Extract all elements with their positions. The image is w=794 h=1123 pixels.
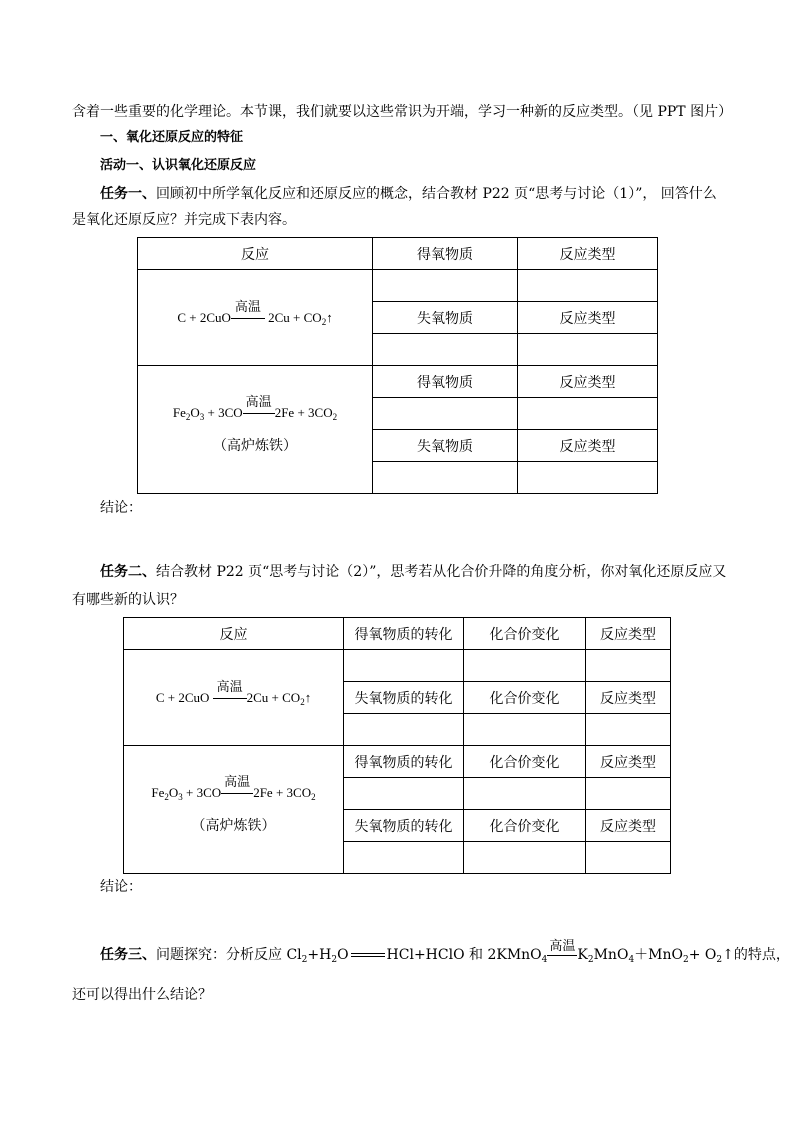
t2-gain-label: 得氧物质的转化 — [344, 746, 464, 778]
t2-valence-label: 化合价变化 — [464, 810, 586, 842]
task1-text-line2: 是氧化还原反应？并完成下表内容。 — [72, 212, 296, 228]
t2-type-label: 反应类型 — [586, 746, 671, 778]
t2-lose-label: 失氧物质的转化 — [344, 810, 464, 842]
intro-line: 含着一些重要的化学理论。本节课，我们就要以这些常识为开端，学习一种新的反应类型。（见 PPT 图片） — [72, 104, 733, 120]
t1-reaction1 — [138, 270, 373, 366]
t2-type-label: 反应类型 — [586, 682, 671, 714]
t2-header-reaction: 反应 — [124, 618, 344, 650]
t2-blank-cell[interactable] — [464, 650, 586, 682]
t2-lose-label: 失氧物质的转化 — [344, 682, 464, 714]
t2-blank-cell[interactable] — [464, 714, 586, 746]
t2-blank-cell[interactable] — [344, 714, 464, 746]
t1-header-gain: 得氧物质 — [373, 238, 518, 270]
t2-valence-label: 化合价变化 — [464, 746, 586, 778]
t2-type-label: 反应类型 — [586, 810, 671, 842]
task2-paragraph — [100, 562, 760, 582]
task2-conclusion: 结论： — [100, 879, 142, 895]
t2-blank-cell[interactable] — [586, 714, 671, 746]
t1-type-label: 反应类型 — [518, 302, 658, 334]
task1-paragraph — [100, 184, 760, 204]
task3-paragraph: 任务三、问题探究：分析反应 $Cl_2+H_2O$ HCl+HClO 和 2KMnO$_4$ 高温 $K_2MnO_4+MnO_2+$ $O_2↑$的特点， — [100, 939, 790, 965]
t2-blank-cell[interactable] — [586, 842, 671, 874]
t2-blank-cell[interactable] — [586, 650, 671, 682]
t1-blank-cell[interactable] — [518, 398, 658, 430]
task1-label: 任务一、 — [100, 186, 156, 202]
t2-header-valence: 化合价变化 — [464, 618, 586, 650]
t1-blank-cell[interactable] — [518, 334, 658, 366]
t2-header-type: 反应类型 — [586, 618, 671, 650]
t2-header-gain: 得氧物质的转化 — [344, 618, 464, 650]
t1-reaction2 — [138, 366, 373, 494]
t2-blank-cell[interactable] — [464, 778, 586, 810]
task2-text-line2: 有哪些新的认识？ — [72, 592, 184, 608]
task2-table — [123, 617, 671, 874]
condition-arrow: 高温 — [213, 690, 247, 706]
task3-label: 任务三、 — [100, 947, 156, 963]
t1-lose-label: 失氧物质 — [373, 302, 518, 334]
t2-blank-cell[interactable] — [464, 842, 586, 874]
condition-arrow: 高温 — [549, 939, 576, 954]
condition-arrow: 高温 — [231, 310, 265, 326]
t1-reaction1-equation: C + 2CuO 高温 $2Cu + CO_2↑$ — [177, 299, 333, 327]
task1-text-line1: 回顾初中所学氧化反应和还原反应的概念，结合教材 P22 页“思考与讨论（1）”， 回答什么 — [156, 186, 717, 202]
condition-arrow: 高温 — [243, 405, 275, 421]
t1-reaction2-note: （高炉炼铁） — [213, 437, 297, 454]
t1-header-reaction: 反应 — [138, 238, 373, 270]
t2-reaction1-equation: C + 2CuO 高温 $2Cu + CO_2↑$ — [155, 679, 312, 707]
t2-reaction2 — [124, 746, 344, 874]
t2-reaction1 — [124, 650, 344, 746]
section-heading: 一、氧化还原反应的特征 — [100, 130, 244, 145]
t1-blank-cell[interactable] — [518, 270, 658, 302]
t1-gain-label: 得氧物质 — [373, 366, 518, 398]
t2-reaction2-note: （高炉炼铁） — [191, 817, 276, 834]
t2-blank-cell[interactable] — [586, 778, 671, 810]
activity-heading: 活动一、认识氧化还原反应 — [100, 158, 257, 173]
t2-blank-cell[interactable] — [344, 842, 464, 874]
task1-table — [137, 237, 658, 494]
t1-header-type: 反应类型 — [518, 238, 658, 270]
t1-blank-cell[interactable] — [373, 334, 518, 366]
t1-blank-cell[interactable] — [373, 398, 518, 430]
t2-blank-cell[interactable] — [344, 778, 464, 810]
condition-arrow: 高温 — [221, 785, 253, 801]
t1-blank-cell[interactable] — [518, 462, 658, 494]
t1-type-label: 反应类型 — [518, 366, 658, 398]
t1-reaction2-equation: $Fe_2O_3 + 3CO$ 高温 $2Fe + 3CO_2$ — [172, 394, 338, 422]
task3-text-line2: 还可以得出什么结论？ — [72, 987, 212, 1003]
t1-blank-cell[interactable] — [373, 270, 518, 302]
task2-label: 任务二、 — [100, 564, 156, 580]
task2-text-line1: 结合教材 P22 页“思考与讨论（2）”，思考若从化合价升降的角度分析，你对氧化还原反应又 — [156, 564, 727, 580]
t2-reaction2-equation: $Fe_2O_3 + 3CO$ 高温 $2Fe + 3CO_2$ — [151, 774, 316, 802]
t2-valence-label: 化合价变化 — [464, 682, 586, 714]
t1-blank-cell[interactable] — [373, 462, 518, 494]
t2-blank-cell[interactable] — [344, 650, 464, 682]
task1-conclusion: 结论： — [100, 500, 142, 516]
t1-type-label: 反应类型 — [518, 430, 658, 462]
t1-lose-label: 失氧物质 — [373, 430, 518, 462]
equals-sign — [351, 953, 385, 957]
